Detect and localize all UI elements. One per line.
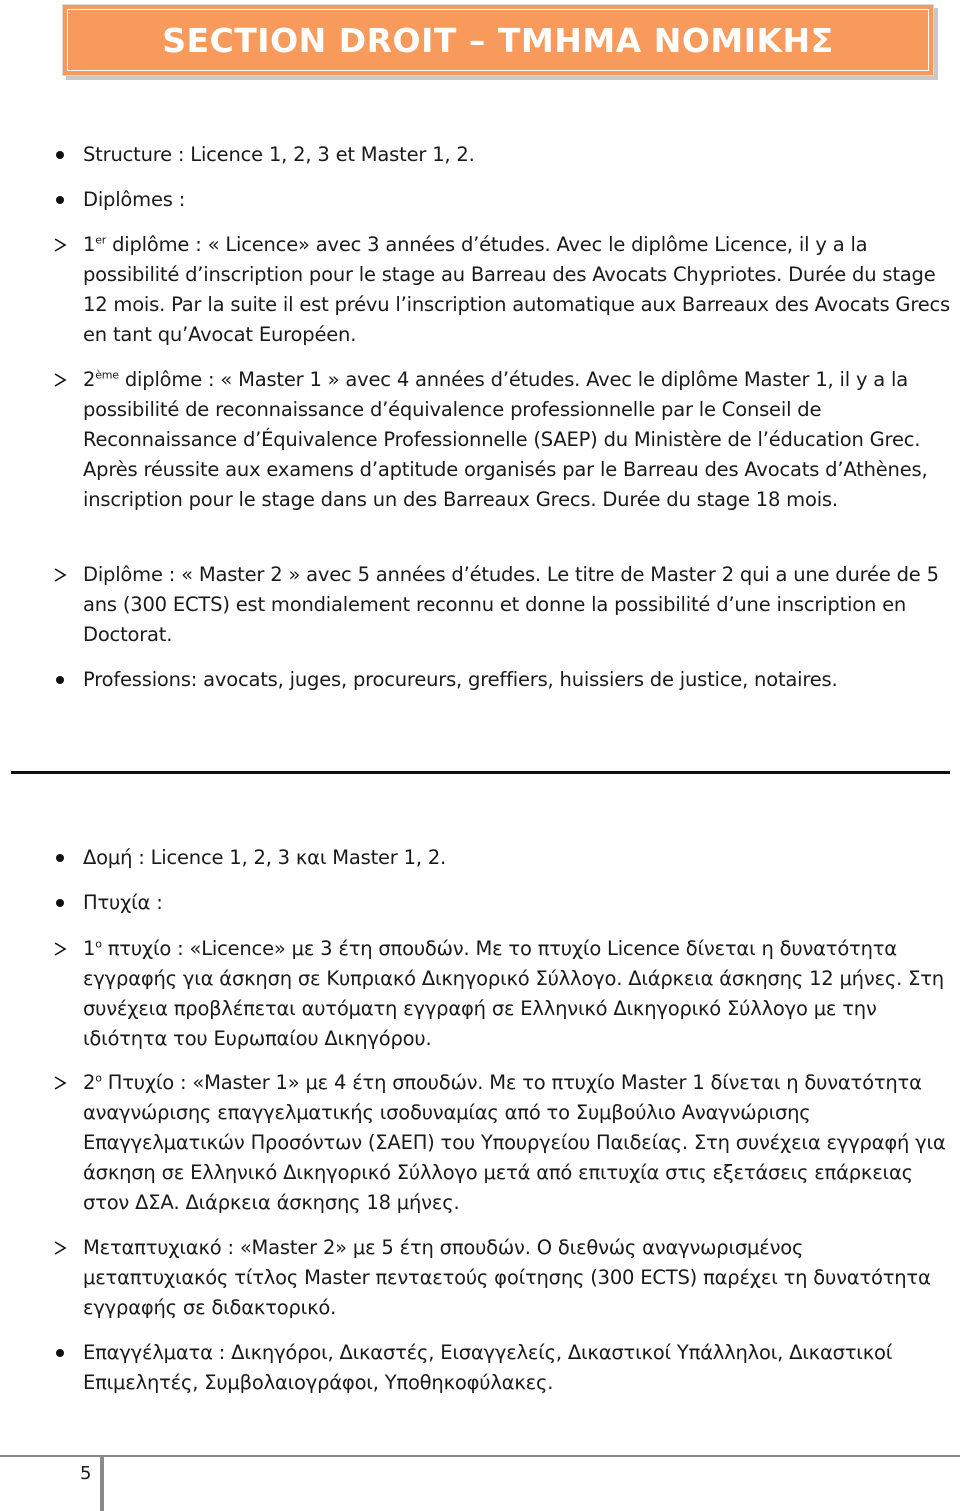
bullet-icon [49, 185, 71, 215]
bullet-icon [49, 843, 71, 873]
bullet-diplomes-gr [83, 888, 951, 918]
diploma-1-gr [83, 934, 951, 1054]
arrow-bullet-icon [49, 560, 71, 590]
diplomes-label: Diplômes : [83, 188, 186, 211]
diplomes-label: Πτυχία : [83, 891, 163, 914]
bullet-structure-fr [83, 140, 951, 170]
ordinal-suffix: ο [95, 1071, 102, 1085]
arrow-bullet-icon [49, 934, 71, 964]
ordinal-suffix: ème [95, 368, 119, 382]
diploma-2-fr [83, 365, 951, 515]
bullet-professions-gr [83, 1338, 951, 1398]
bullet-structure-gr [83, 843, 951, 873]
structure-text: Structure : Licence 1, 2, 3 et Master 1, 2. [83, 143, 475, 166]
diploma-1-fr [83, 230, 951, 350]
bullet-diplomes-fr [83, 185, 951, 215]
diploma-number: 2 [83, 1071, 96, 1094]
bullet-icon [49, 665, 71, 695]
arrow-bullet-icon [49, 365, 71, 395]
diploma-text: Diplôme : « Master 2 » avec 5 années d’études. Le titre de Master 2 qui a une durée de 5 ans (300 ECTS) est mondialement reconnu et donne la possibilité d’une inscription en Doctorat. [83, 563, 939, 646]
structure-text: Δομή : Licence 1, 2, 3 και Master 1, 2. [83, 846, 447, 869]
diploma-text: Πτυχίο : «Master 1» με 4 έτη σπουδών. Με το πτυχίο Master 1 δίνεται η δυνατότητα αναγνώρισης επαγγελματικής ισοδυναμίας από το Συμβούλιο Αναγνώρισης Επαγγελματικών Προσόντων (ΣΑΕΠ) του Υπουργείου Παιδείας. Στη συνέχεια εγγραφή για άσκηση σε Ελληνικό Δικηγορικό Σύλλογο μετά από επιτυχία στις εξετάσεις επάρκειας στον ΔΣΑ. Διάρκεια άσκησης 18 μήνες. [83, 1071, 946, 1214]
bullet-icon [49, 140, 71, 170]
diploma-number: 2 [83, 368, 96, 391]
bullet-icon [49, 888, 71, 918]
arrow-bullet-icon [49, 1233, 71, 1263]
diploma-2-gr [83, 1068, 951, 1218]
diploma-3-gr [83, 1233, 951, 1323]
arrow-bullet-icon [49, 230, 71, 260]
diploma-text: diplôme : « Licence» avec 3 années d’études. Avec le diplôme Licence, il y a la possibilité d’inscription pour le stage au Barreau des Avocats Chypriotes. Durée du stage 12 mois. Par la suite il est prévu l’inscription automatique aux Barreaux des Avocats Grecs en tant qu’Avocat Européen. [83, 233, 950, 346]
ordinal-suffix: ο [95, 937, 102, 951]
section-header-banner [62, 4, 934, 76]
diploma-number: 1 [83, 233, 96, 256]
diploma-3-fr [83, 560, 951, 650]
page-number: 5 [80, 1463, 92, 1484]
footer-rule [0, 1455, 960, 1457]
arrow-bullet-icon [49, 1068, 71, 1098]
bullet-icon [49, 1338, 71, 1368]
diploma-text: πτυχίο : «Licence» με 3 έτη σπουδών. Με το πτυχίο Licence δίνεται η δυνατότητα εγγραφής για άσκηση σε Κυπριακό Δικηγορικό Σύλλογο. Διάρκεια άσκησης 12 μήνες. Στη συνέχεια προβλέπεται αυτόματη εγγραφή σε Ελληνικό Δικηγορικό Σύλλογο με την ιδιότητα του Ευρωπαίου Δικηγόρου. [83, 937, 944, 1050]
bullet-professions-fr [83, 665, 951, 695]
diploma-number: 1 [83, 937, 96, 960]
ordinal-suffix: er [95, 233, 107, 247]
footer-bar [100, 1457, 104, 1511]
professions-text: Professions: avocats, juges, procureurs, greffiers, huissiers de justice, notaires. [83, 668, 838, 691]
diploma-text: diplôme : « Master 1 » avec 4 années d’études. Avec le diplôme Master 1, il y a la possibilité de reconnaissance d’équivalence professionnelle par le Conseil de Reconnaissance d’Équivalence Professionnelle (SAEP) du Ministère de l’éducation Grec. Après réussite aux examens d’aptitude organisés par le Barreau des Avocats d’Athènes, inscription pour le stage dans un des Barreaux Grecs. Durée du stage 18 mois. [83, 368, 928, 511]
diploma-text: Μεταπτυχιακό : «Master 2» με 5 έτη σπουδών. Ο διεθνώς αναγνωρισμένος μεταπτυχιακός τίτλος Master πενταετούς φοίτησης (300 ECTS) παρέχει τη δυνατότητα εγγραφής σε διδακτορικό. [83, 1236, 931, 1319]
section-header-inner [67, 9, 929, 71]
professions-text: Επαγγέλματα : Δικηγόροι, Δικαστές, Εισαγγελείς, Δικαστικοί Υπάλληλοι, Δικαστικοί Επιμελητές, Συμβολαιογράφοι, Υποθηκοφύλακες. [83, 1341, 893, 1394]
section-divider [11, 771, 950, 774]
section-title: SECTION DROIT – ΤΜΗΜΑ ΝΟΜΙΚΗΣ [162, 20, 834, 60]
